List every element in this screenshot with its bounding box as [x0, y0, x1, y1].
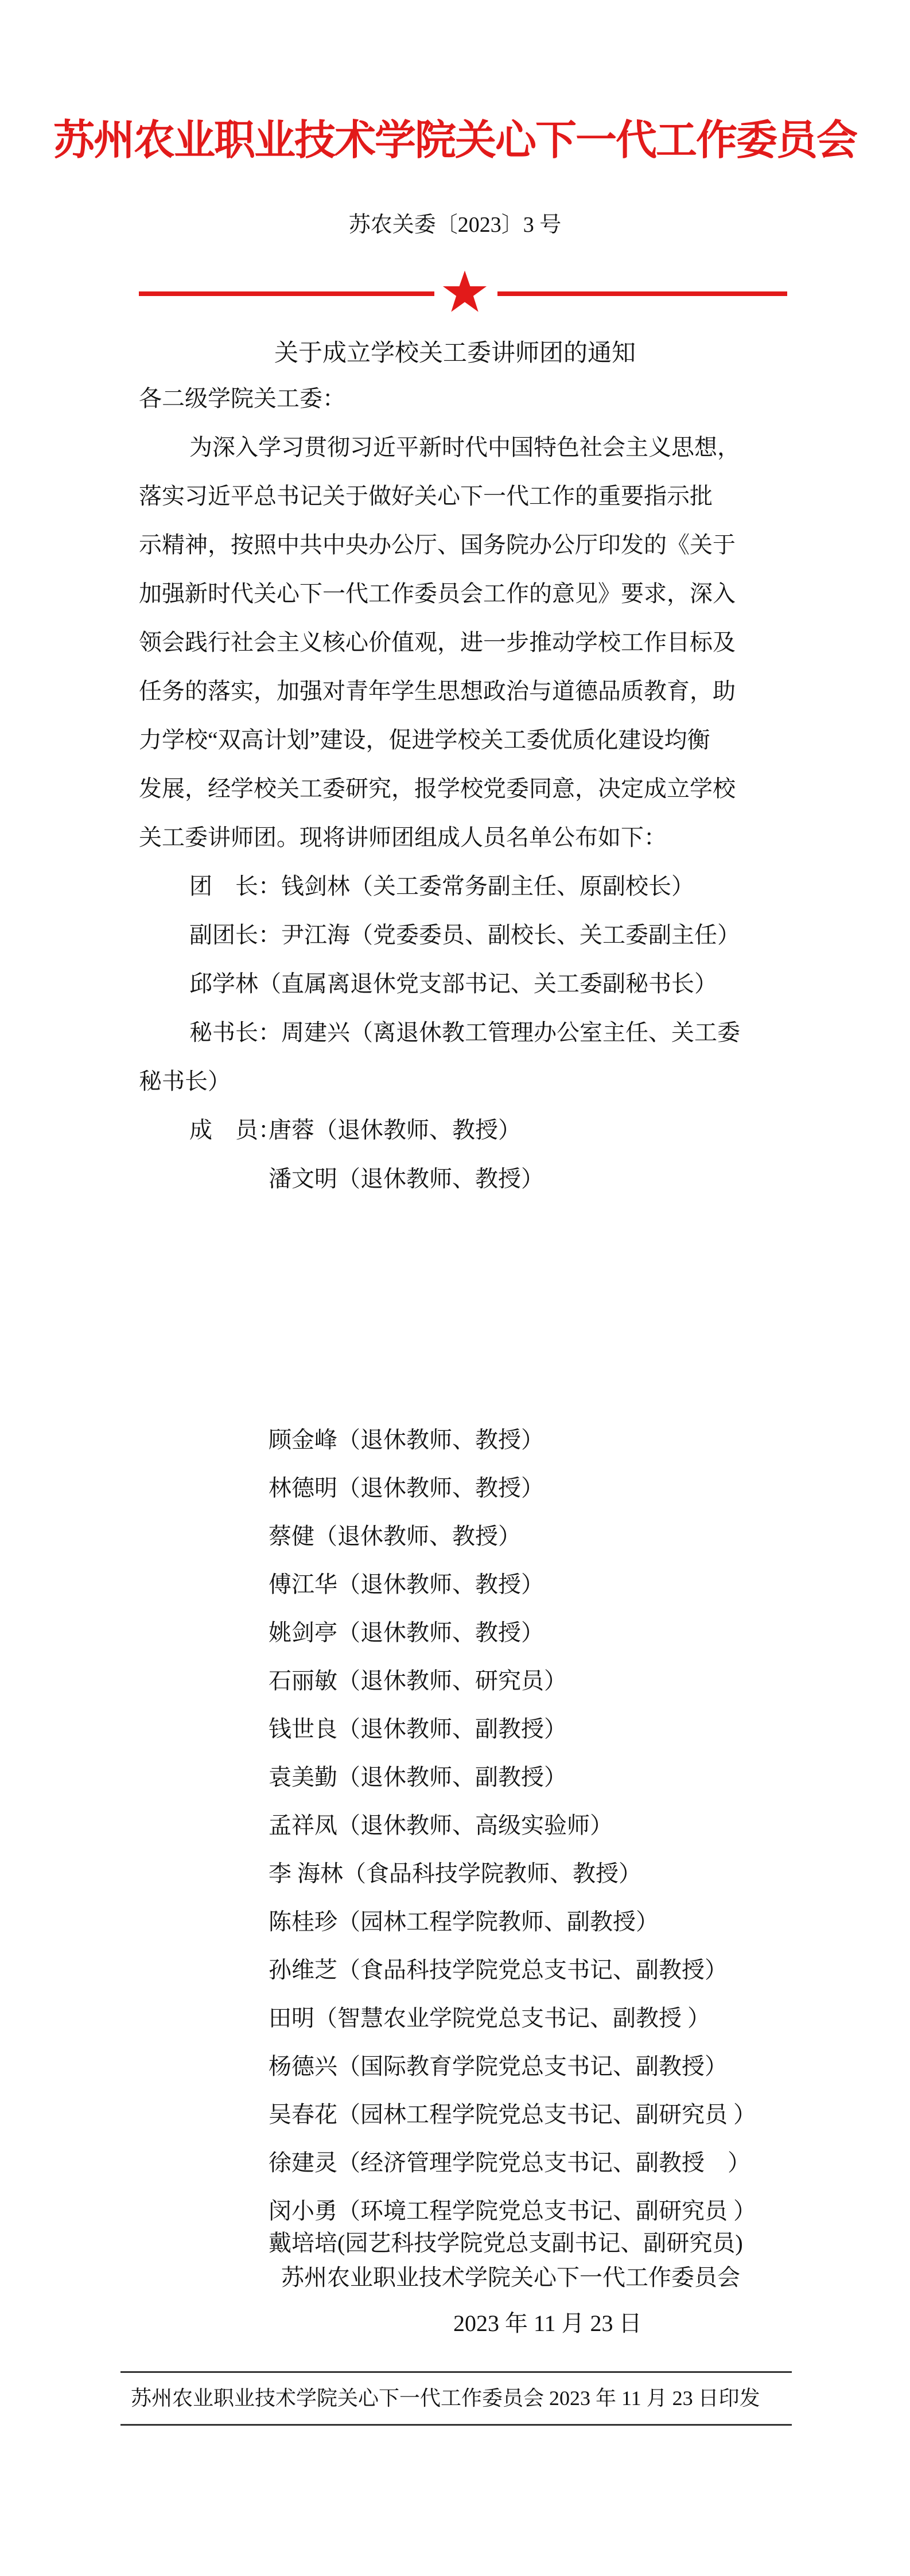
- member-item: 袁美勤（退休教师、副教授）: [269, 1764, 567, 1790]
- body-line: 加强新时代关心下一代工作委员会工作的意见》要求，深入: [139, 581, 736, 606]
- body-line: 任务的落实，加强对青年学生思想政治与道德品质教育，助: [139, 678, 736, 704]
- footer-rule-top: [120, 2371, 792, 2373]
- star-icon: [442, 270, 488, 313]
- document-number: 苏农关委〔2023〕3 号: [348, 213, 562, 237]
- member-item: 傅江华（退休教师、教授）: [269, 1571, 544, 1597]
- roster-leader-deputy: 邱学林（直属离退休党支部书记、关工委副秘书长）: [189, 971, 717, 997]
- members-label: 成 员：: [189, 1117, 281, 1143]
- member-item: 潘文明（退休教师、教授）: [269, 1166, 544, 1192]
- member-item: 徐建灵（经济管理学院党总支书记、副教授 ）: [269, 2150, 750, 2176]
- member-item: 孙维芝（食品科技学院党总支书记、副教授）: [269, 1957, 728, 1983]
- member-item: 闵小勇（环境工程学院党总支书记、副研究员 ）: [269, 2198, 756, 2224]
- roster-leader-secretary-cont: 秘书长）: [139, 1068, 231, 1094]
- member-item: 石丽敏（退休教师、研究员）: [269, 1668, 567, 1694]
- body-line: 落实习近平总书记关于做好关心下一代工作的重要指示批: [139, 483, 713, 509]
- org-title: 苏州农业职业技术学院关心下一代工作委员会: [53, 118, 857, 164]
- member-item: 姚剑亭（退休教师、教授）: [269, 1620, 544, 1645]
- signature-date: 2023 年 11 月 23 日: [453, 2310, 642, 2336]
- member-item: 孟祥凤（退休教师、高级实验师）: [269, 1812, 613, 1838]
- roster-leader-secretary: 秘书长：周建兴（离退休教工管理办公室主任、关工委: [189, 1019, 740, 1045]
- member-item: 蔡健（退休教师、教授）: [269, 1523, 521, 1549]
- footer-rule-bottom: [120, 2424, 792, 2426]
- roster-leader-head: 团 长：钱剑林（关工委常务副主任、原副校长）: [189, 873, 694, 899]
- member-item: 林德明（退休教师、教授）: [269, 1475, 544, 1501]
- member-item: 吴春花（园林工程学院党总支书记、副研究员 ）: [269, 2102, 756, 2127]
- salutation: 各二级学院关工委：: [139, 386, 345, 411]
- notice-title: 关于成立学校关工委讲师团的通知: [274, 339, 636, 366]
- member-item: 唐蓉（退休教师、教授）: [269, 1117, 521, 1143]
- body-line: 发展，经学校关工委研究，报学校党委同意，决定成立学校: [139, 776, 736, 801]
- body-line: 领会践行社会主义核心价值观，进一步推动学校工作目标及: [139, 629, 736, 655]
- red-divider-right: [497, 291, 787, 296]
- red-divider-left: [139, 291, 434, 296]
- roster-leader-deputy: 副团长：尹江海（党委委员、副校长、关工委副主任）: [189, 922, 740, 948]
- member-item: 杨德兴（国际教育学院党总支书记、副教授）: [269, 2053, 728, 2079]
- member-item: 钱世良（退休教师、副教授）: [269, 1716, 567, 1742]
- member-item: 陈桂珍（园林工程学院教师、副教授）: [269, 1909, 659, 1935]
- body-line: 示精神，按照中共中央办公厅、国务院办公厅印发的《关于: [139, 532, 736, 558]
- body-line: 为深入学习贯彻习近平新时代中国特色社会主义思想，: [189, 434, 740, 460]
- member-item: 戴培培(园艺科技学院党总支副书记、副研究员): [269, 2230, 743, 2256]
- signature-org: 苏州农业职业技术学院关心下一代工作委员会: [281, 2264, 740, 2290]
- body-line: 力学校“双高计划”建设，促进学校关工委优质化建设均衡: [139, 727, 710, 753]
- footer-issue-line: 苏州农业职业技术学院关心下一代工作委员会 2023 年 11 月 23 日印发: [131, 2387, 760, 2410]
- member-item: 田明（智慧农业学院党总支书记、副教授 ）: [269, 2005, 710, 2031]
- member-item: 李 海林（食品科技学院教师、教授）: [269, 1861, 641, 1886]
- body-line: 关工委讲师团。现将讲师团组成人员名单公布如下：: [139, 824, 667, 850]
- member-item: 顾金峰（退休教师、教授）: [269, 1427, 544, 1453]
